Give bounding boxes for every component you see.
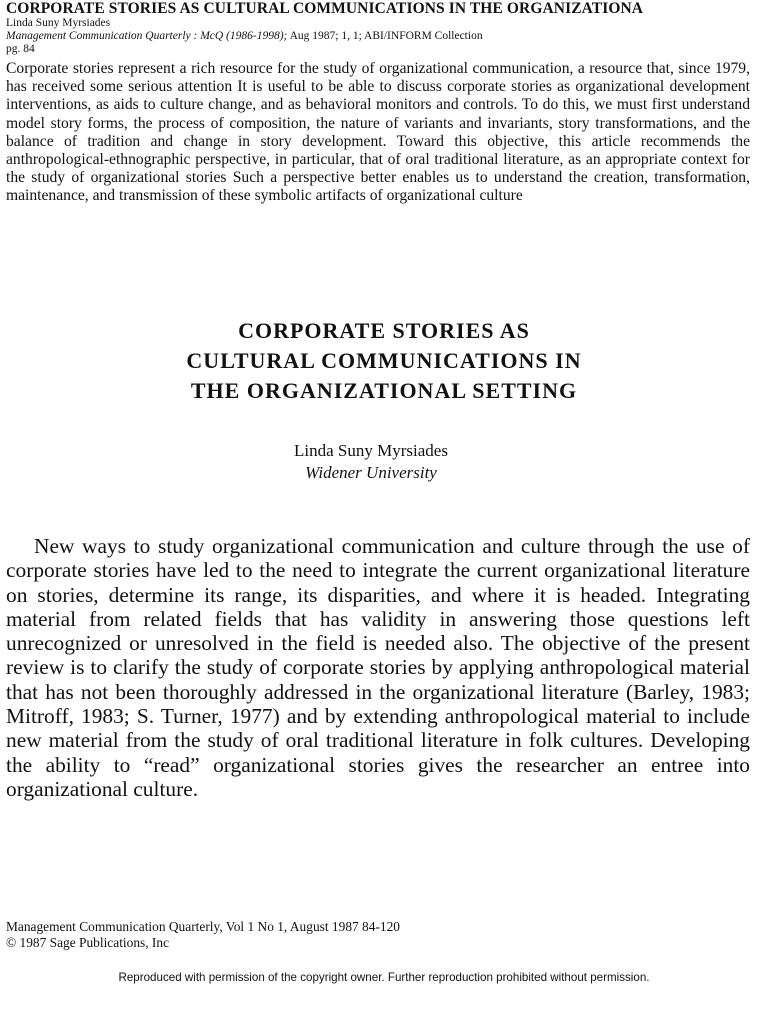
header-source [6,30,766,43]
document-header [6,0,766,56]
body-paragraph: New ways to study organizational communication and culture through the use of corporate stories have led to the need to integrate the current organizational literature on stories, determine its range, its disparities, and where it is headed. Integrating material from related fields that has validity in answering those questions left unrecognized or unresolved in the field is needed also. The objective of the present review is to clarify the study of corporate stories by applying anthropological material that has not been thoroughly addressed in the organizational literature (Barley, 1983; Mitroff, 1983; S. Turner, 1977) and by extending anthropological material to include new material from the study of oral traditional literature in folk cultures. Developing the ability to “read” organizational stories gives the researcher an entree into organizational culture. [6,534,750,801]
byline-affiliation: Widener University [305,463,437,482]
abstract: Corporate stories represent a rich resource for the study of organizational communication, a resource that, since 1979, has received some serious attention It is useful to be able to discuss corporate stories as organizational development interventions, as aids to culture change, and as behavioral monitors and controls. To do this, we must first understand model story forms, the process of composition, the nature of variants and invariants, story transformations, and the balance of tradition and change in story development. Toward this objective, this article recommends the anthropological-ethnographic perspective, in particular, that of oral traditional literature, as an appropriate context for the study of organizational stories Such a perspective better enables us to understand the creation, transformation, maintenance, and transmission of these symbolic artifacts of organizational culture [6,60,750,205]
byline-author: Linda Suny Myrsiades [294,441,448,460]
reproduction-notice: Reproduced with permission of the copyright owner. Further reproduction prohibited without permission. [118,971,650,984]
title-line-2: CULTURAL COMMUNICATIONS IN [186,348,582,373]
article-title [0,316,768,406]
journal-citation: Management Communication Quarterly, Vol 1 No 1, August 1987 84-120 [6,919,400,934]
issue-info: Aug 1987; 1, 1; ABI/INFORM Collection [289,30,483,42]
header-author: Linda Suny Myrsiades [6,17,111,29]
running-title: CORPORATE STORIES AS CULTURAL COMMUNICATIONS IN THE ORGANIZATIONA [6,0,644,17]
copyright-line: © 1987 Sage Publications, Inc [6,935,170,950]
title-line-3: THE ORGANIZATIONAL SETTING [190,378,578,403]
footer-citation-block [6,919,746,951]
title-line-1: CORPORATE STORIES AS [238,318,530,343]
body-text [6,534,750,801]
page-number: pg. 84 [6,43,35,55]
journal-name: Management Communication Quarterly : McQ (1986-1998); [6,30,288,42]
